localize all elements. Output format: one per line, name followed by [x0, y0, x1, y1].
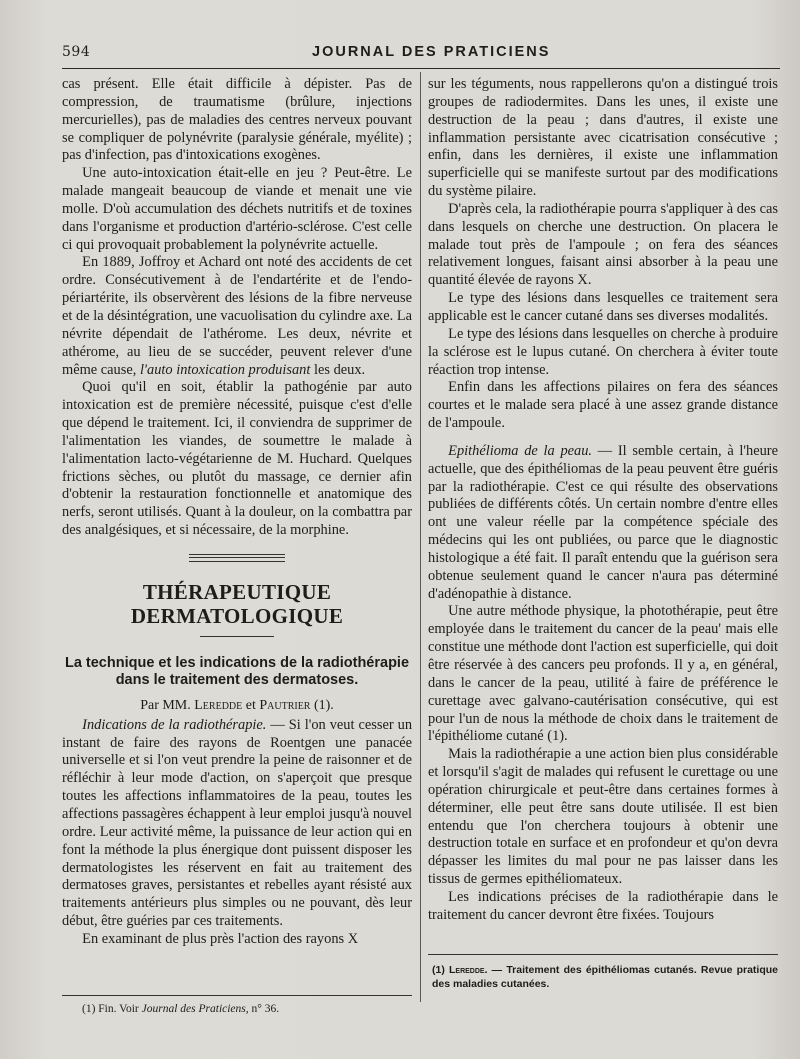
paragraph	[428, 443, 778, 604]
subsection-heading: Epithélioma de la peau.	[448, 442, 593, 459]
column-divider	[420, 72, 421, 1002]
paragraph-text: — Il semble certain, à l'heure actuelle, que des épithéliomas de la peau peuvent être guéris par la radiothérapie. C'est ce qui résulte des observations publiées de différents côtés. Un certain nombre d'entre elles ont une valeur réelle par la compétence spéciale des médecins qui les ont publiées, ou parce que le diagnostic histologique a été fait. Il paraît entendu que la guérison sera obtenue seulement quand le cancer n'aura pas déterminé d'adénopathie à distance.	[428, 442, 778, 602]
paragraph: Enfin dans les affections pilaires on fera des séances courtes et le malade sera placé à une assez grande distance de l'ampoule.	[428, 379, 778, 432]
paragraph: D'après cela, la radiothérapie pourra s'appliquer à des cas dans lesquels on cherche une destruction. On placera le malade tout près de l'ampoule ; on fera des séances relativement longues, faisant ainsi absorber à la peau une quantité élevée de rayons X.	[428, 200, 778, 289]
paragraph-text: En 1889, Joffroy et Achard ont noté des accidents de cet ordre. Consécutivement à de l'endartérite et de l'endo-périartérite, ils observèrent des lésions de la fibre nerveuse et de la désintégration, une vacuolisation du cylindre axe. La névrite dépendait de l'athérome. Les deux, névrite et athérome, au lieu de se succéder, peuvent relever d'une même cause,	[62, 254, 412, 378]
footnote-ref: (1).	[313, 697, 334, 713]
title-rule	[200, 636, 274, 637]
paragraph: Quoi qu'il en soit, établir la pathogénie par auto intoxication est de première nécessité, puisque c'est d'elle que dépend le traitement. Ici, il conviendra de supprimer de l'alimentation les viandes, de soumettre le malade à l'alimentation lacto-végétarienne de M. Huchard. Quelques frictions sèches, ou plutôt du massage, ce dernier afin d'obtenir la restauration fonctionnelle et anatomique des nerfs, seront utilisés. Quant à la douleur, on la combattra par des analgésiques, et si nécessaire, de la morphine.	[62, 379, 412, 539]
paragraph: Le type des lésions dans lesquelles on cherche à produire la sclérose est le lupus cutané. On cherchera à éviter toute réaction trop intense.	[428, 325, 778, 378]
footnote-text: (1) Fin. Voir	[82, 1003, 139, 1015]
left-column	[62, 76, 412, 949]
subsection-heading: Indications de la radiothérapie.	[82, 716, 267, 733]
byline-conjunction: et	[245, 697, 256, 713]
paragraph: En examinant de plus près l'action des rayons X	[82, 930, 359, 947]
page-header	[62, 44, 780, 68]
section-title: THÉRAPEUTIQUE DERMATOLOGIQUE	[130, 579, 344, 628]
running-title: JOURNAL DES PRATICIENS	[312, 44, 551, 60]
paragraph	[62, 717, 412, 931]
article-title: La technique et les indications de la radiothérapie dans le traitement des dermatoses.	[64, 654, 410, 688]
footnote-text: (1)	[432, 964, 445, 976]
footnote-left	[82, 1002, 412, 1016]
paragraph: Les indications précises de la radiothérapie dans le traitement du cancer devront être fixées. Toujours	[428, 888, 778, 923]
author-name: Pautrier	[259, 697, 311, 713]
byline	[62, 697, 412, 715]
paragraph-text: les deux.	[313, 361, 366, 378]
paragraph: Une auto-intoxication était-elle en jeu ? Peut-être. Le malade mangeait beaucoup de viande et menait une vie molle. D'où accumulation des déchets nutritifs et de toxines dans l'organisme et production d'artério-sclérose. C'est celle ci qui provoquait probablement la polynévrite actuelle.	[62, 165, 412, 253]
paragraph: Mais la radiothérapie a une action bien plus considérable et lorsqu'il s'agit de malades qui refusent le curettage ou une opération chirurgicale et peut-être dans certaines formes à déterminer, elle peut être sans doute utilisée. Il est bien entendu que l'on cherchera toujours à obtenir une destruction totale en surface et en profondeur et qu'on devra dépasser les limites du mal pour ne pas laisser dans les tissus de germes epithéliomateux.	[428, 746, 778, 888]
page-number: 594	[62, 44, 91, 60]
emphasis-text: l'auto intoxication produisant	[139, 361, 311, 378]
footnote-rule	[428, 954, 778, 955]
footnote-rule	[62, 995, 412, 996]
paragraph: cas présent. Elle était difficile à dépister. Pas de compression, de traumatisme (brûlure, injections mercurielles), pas de maladies des centres nerveux pouvant se compliquer de polynévrite (paralysie générale, myélite) ; pas d'infection, pas d'intoxications exogènes.	[62, 76, 412, 164]
paragraph: sur les téguments, nous rappellerons qu'on a distingué trois groupes de radiodermites. Dans les unes, il existe une destruction de la peau ; dans d'autres, il existe une inflammation persistante avec cicatrisation consécutive ; enfin, dans les dernières, il existe une inflammation superficielle qui se manifeste surtout par des modifications du système pilaire.	[428, 76, 778, 200]
author-name: Leredde	[194, 697, 243, 713]
section-ornament	[189, 554, 285, 562]
right-column	[428, 76, 778, 925]
footnote-journal: Journal des Praticiens,	[141, 1003, 249, 1015]
paragraph: Le type des lésions dans lesquelles ce traitement sera applicable est le cancer cutané dans ses diverses modalités.	[428, 290, 778, 324]
footnote-text: — Traitement des épithéliomas cutanés. Revue pratique des maladies cutanées.	[432, 964, 778, 990]
header-rule	[62, 68, 780, 69]
paragraph	[62, 254, 412, 379]
byline-prefix: Par MM.	[140, 697, 191, 713]
paragraph-text: — Si l'on veut cesser un instant de faire des rayons de Roentgen une panacée universelle et si l'on veut prendre la peine de raisonner et de réfléchir à leur mode d'action, on s'aperçoit que presque toutes les affections inflammatoires de la peau, toutes les affections passagères échappent à leur emploi jusqu'à nouvel ordre. Leur activité même, la puissance de leur action qui en font la méthode la plus énergique dont puissent disposer les dermatologistes les réservent en fait au traitement des dermatoses graves, persistantes et rebelles ayant résisté aux traitements antérieurs plus simples ou ne pouvant, dès leur début, être guéries par ces traitements.	[62, 716, 413, 930]
paragraph: Une autre méthode physique, la photothérapie, peut être employée dans le traitement du cancer de la peau' mais elle constitue une méthode dont l'action est superficielle, qui doit être réservée à des cancers peu profonds. Il y a, en général, dans le cancer de la peau, utilité à faire de préférence le curettage avec galvano-cautérisation consécutive, qui est pour l'un de nous la méthode de choix dans le traitement de l'épithéliome cutané (1).	[428, 603, 778, 745]
footnote-author: Leredde.	[449, 964, 488, 976]
footnote-right	[432, 963, 778, 991]
footnote-text: n° 36.	[251, 1003, 280, 1015]
